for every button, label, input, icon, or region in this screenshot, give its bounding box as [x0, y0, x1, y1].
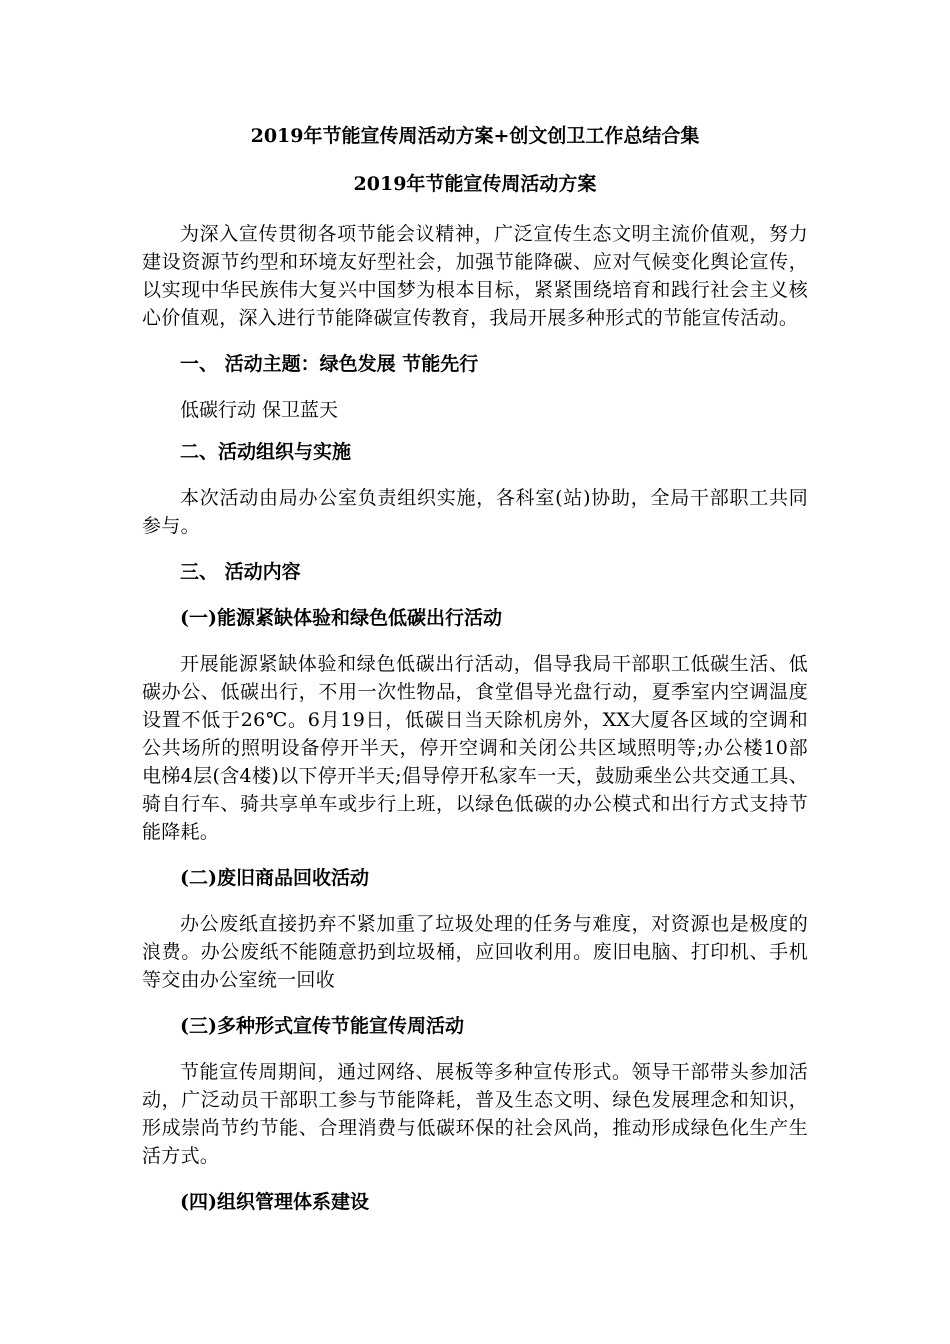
section-1-text: 低碳行动 保卫蓝天 [180, 399, 339, 421]
document-title: 2019年节能宣传周活动方案+创文创卫工作总结合集 [250, 125, 700, 147]
intro-paragraph: 为深入宣传贯彻各项节能会议精神，广泛宣传生态文明主流价值观，努力建设资源节约型和环境友好型社会，加强节能降碳、应对气候变化舆论宣传，以实现中华民族伟大复兴中国梦为根本目标，紧紧围绕培育和践行社会主义核心价值观，深入进行节能降碳宣传教育，我局开展多种形式的节能宣传活动。 [142, 223, 808, 329]
subsection-1-text: 开展能源紧缺体验和绿色低碳出行活动，倡导我局干部职工低碳生活、低碳办公、低碳出行，不用一次性物品，食堂倡导光盘行动，夏季室内空调温度设置不低于26℃。6月19日，低碳日当天除机房外，XX大厦各区域的空调和公共场所的照明设备停开半天，停开空调和关闭公共区域照明等;办公楼10部电梯4层(含4楼)以下停开半天;倡导停开私家车一天，鼓励乘坐公共交通工具、骑自行车、骑共享单车或步行上班，以绿色低碳的办公模式和出行方式支持节能降耗。 [142, 653, 808, 843]
document-subtitle: 2019年节能宣传周活动方案 [353, 173, 597, 195]
section-2-text: 本次活动由局办公室负责组织实施，各科室(站)协助，全局干部职工共同参与。 [142, 487, 808, 537]
section-3-heading: 三、 活动内容 [180, 561, 301, 583]
section-2-heading: 二、活动组织与实施 [180, 441, 352, 463]
document-body [142, 122, 808, 1234]
subsection-1-heading: (一)能源紧缺体验和绿色低碳出行活动 [180, 607, 502, 629]
subsection-4-heading: (四)组织管理体系建设 [180, 1191, 369, 1213]
subsection-2-heading: (二)废旧商品回收活动 [180, 867, 369, 889]
subsection-2-text: 办公废纸直接扔弃不紧加重了垃圾处理的任务与难度，对资源也是极度的浪费。办公废纸不能随意扔到垃圾桶，应回收利用。废旧电脑、打印机、手机等交由办公室统一回收 [142, 913, 808, 991]
subsection-3-heading: (三)多种形式宣传节能宣传周活动 [180, 1015, 464, 1037]
section-1-heading: 一、 活动主题：绿色发展 节能先行 [180, 353, 479, 375]
subsection-3-text: 节能宣传周期间，通过网络、展板等多种宣传形式。领导干部带头参加活动，广泛动员干部职工参与节能降耗，普及生态文明、绿色发展理念和知识，形成崇尚节约节能、合理消费与低碳环保的社会风尚，推动形成绿色化生产生活方式。 [142, 1061, 808, 1167]
